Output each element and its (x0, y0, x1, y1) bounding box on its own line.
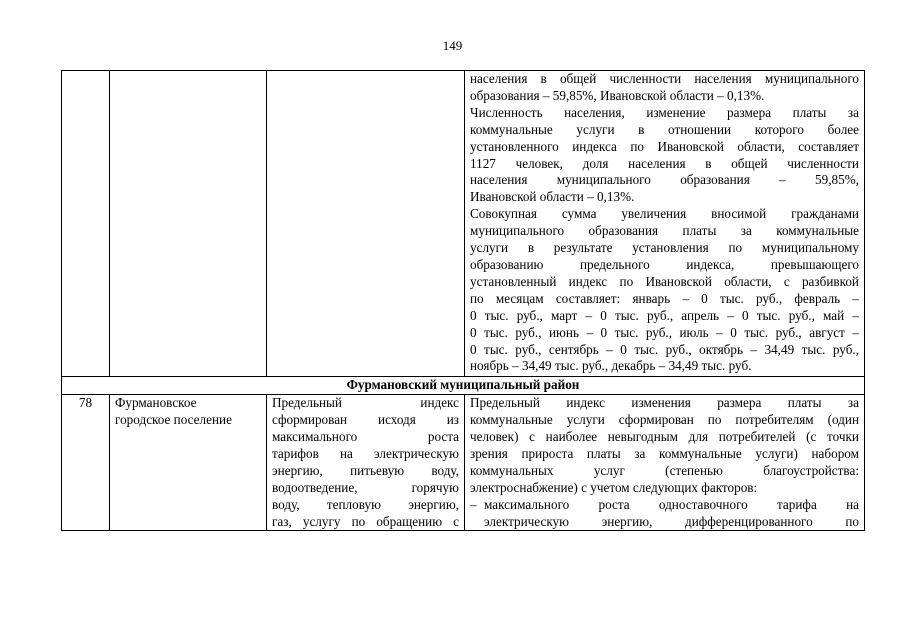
index-basis-cell (267, 395, 465, 531)
continuation-settlement-cell (110, 71, 267, 377)
settlement-name-cell (110, 395, 267, 531)
page-number: 149 (442, 38, 463, 53)
text-line: Предельный индекс (272, 395, 459, 411)
text-line: ноябрь – 34,49 тыс. руб., декабрь – 34,49 тыс. руб. (470, 358, 752, 374)
continuation-basis-cell (267, 71, 465, 377)
text-line: установленного индекса по Ивановской области, составляет (470, 138, 859, 154)
section-row (62, 377, 865, 395)
text-line: образованию предельного индекса, превышающего (470, 256, 859, 272)
text-line: коммунальных услуг (степенью благоустройства: (470, 462, 859, 478)
text-line: газ, услугу по обращению с (272, 513, 459, 529)
continuation-number-cell (62, 71, 110, 377)
text-line: городское поселение (115, 412, 232, 428)
text-line: Фурмановское (115, 395, 197, 411)
text-line: электрическую энергию, дифференцированного по (484, 513, 859, 529)
text-line: услуги в результате установления по муниципальному (470, 240, 859, 256)
table-row (62, 395, 865, 531)
text-line: муниципального образования платы за коммунальные (470, 223, 859, 239)
text-line: 0 тыс. руб., март – 0 тыс. руб., апрель – 0 тыс. руб., май – (470, 307, 859, 323)
text-line: тарифов на электрическую (272, 445, 459, 461)
text-line: Совокупная сумма увеличения вносимой гражданами (470, 206, 859, 222)
text-line: Ивановской области – 0,13%. (470, 189, 635, 205)
text-line: Численность населения, изменение размера платы за (470, 104, 859, 120)
continuation-description-cell (465, 71, 865, 377)
text-line: водоотведение, горячую (272, 479, 459, 495)
bullet-item (470, 497, 859, 514)
text-line: населения в общей численности населения муниципального (470, 71, 859, 86)
text-line: зрения прироста платы за коммунальные услуги) набором (470, 445, 859, 461)
text-line: человек) с наиболее невыгодным для потребителей (с точки (470, 429, 859, 445)
text-line: коммунальные услуги сформирован по потребителям (один (470, 412, 859, 428)
text-line: установленный индекс по Ивановской области, с разбивкой (470, 273, 859, 289)
continuation-row (62, 71, 865, 377)
bullet-dash: – (470, 496, 477, 512)
text-line: коммунальные услуги в отношении которого более (470, 121, 859, 137)
text-line: населения муниципального образования – 59,85%, (470, 172, 859, 188)
text-line: 1127 человек, доля населения в общей численности (470, 155, 859, 171)
row-number: 78 (62, 395, 110, 531)
text-line: Предельный индекс изменения размера платы за (470, 395, 859, 411)
text-line: образования – 59,85%, Ивановской области – 0,13%. (470, 87, 765, 103)
text-line: энергию, питьевую воду, (272, 462, 459, 478)
text-line: воду, тепловую энергию, (272, 496, 459, 512)
text-line: 0 тыс. руб., сентябрь – 0 тыс. руб., октябрь – 34,49 тыс. руб., (470, 341, 859, 357)
text-line: электроснабжение) с учетом следующих факторов: (470, 479, 758, 495)
text-line: 0 тыс. руб., июнь – 0 тыс. руб., июль – 0 тыс. руб., август – (470, 324, 859, 340)
text-line: по месяцам составляет: январь – 0 тыс. руб., февраль – (470, 290, 859, 306)
text-line: максимального роста одноставочного тарифа на (484, 496, 859, 512)
text-line: максимального роста (272, 429, 459, 445)
index-description-cell (465, 395, 865, 531)
text-line: сформирован исходя из (272, 412, 459, 428)
section-title: Фурмановский муниципальный район (62, 377, 865, 395)
index-table (61, 70, 865, 531)
